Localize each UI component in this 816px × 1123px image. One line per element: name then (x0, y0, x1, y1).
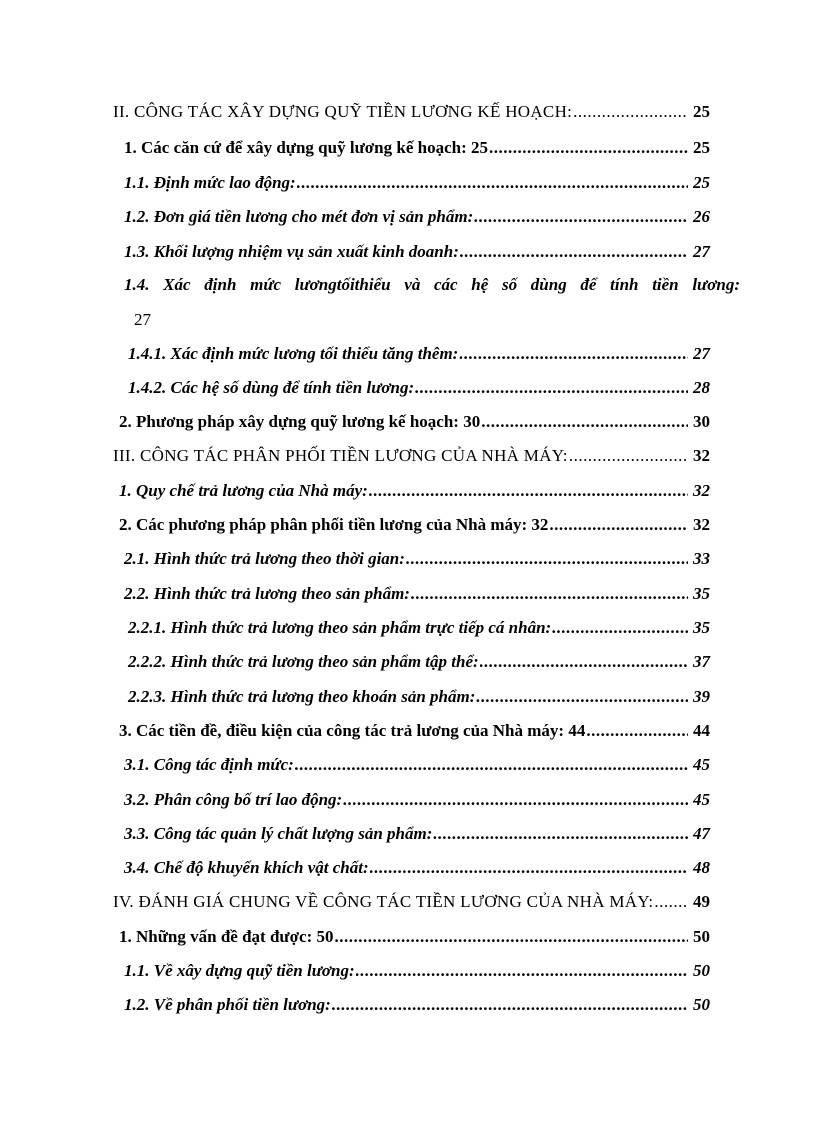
toc-word: và (404, 275, 421, 294)
toc-entry-page: 37 (693, 652, 710, 671)
toc-entry[interactable] (119, 410, 710, 434)
toc-entry-title: 3.2. Phân công bố trí lao động: (124, 790, 343, 809)
toc-entry[interactable] (124, 240, 710, 264)
toc-entry-page: 25 (693, 138, 710, 157)
toc-entry[interactable] (124, 822, 710, 846)
toc-entry-page: 45 (693, 790, 710, 809)
toc-dot-leader (356, 959, 688, 983)
toc-entry-page: 50 (693, 995, 710, 1014)
toc-dot-leader (586, 719, 688, 743)
toc-dot-leader (297, 171, 688, 195)
toc-dot-leader (460, 240, 688, 264)
toc-entry[interactable] (124, 171, 710, 195)
toc-dot-leader (489, 136, 688, 160)
toc-entry-page: 49 (693, 892, 710, 911)
toc-word: mức (250, 275, 282, 294)
toc-entry-title: 3.1. Công tác định mức: (124, 755, 294, 774)
toc-entry[interactable] (124, 856, 710, 880)
toc-dot-leader (370, 856, 688, 880)
toc-entry[interactable] (113, 100, 710, 124)
toc-entry-title: 1.2. Về phân phối tiền lương: (124, 995, 331, 1014)
toc-word: các (434, 275, 458, 294)
toc-dot-leader (295, 753, 688, 777)
toc-word: dùng (530, 275, 567, 294)
toc-word: định (204, 275, 237, 294)
toc-entry-title: II. CÔNG TÁC XÂY DỰNG QUỸ TIỀN LƯƠNG KẾ HOẠCH: (113, 102, 573, 121)
toc-entry[interactable] (124, 753, 710, 777)
toc-entry-page: 27 (134, 310, 151, 329)
toc-word: lươngtốithiểu (294, 275, 391, 294)
toc-entry-title: 1. Quy chế trả lương của Nhà máy: (119, 481, 368, 500)
toc-entry-page: 32 (693, 481, 710, 500)
toc-entry-page: 50 (693, 927, 710, 946)
toc-word: Xác (163, 275, 191, 294)
toc-dot-leader (476, 685, 688, 709)
toc-entry-title: 3.3. Công tác quản lý chất lượng sản phẩm: (124, 824, 433, 843)
toc-entry-page: 25 (693, 102, 710, 121)
toc-entry-page: 48 (693, 858, 710, 877)
toc-entry-title: 2. Phương pháp xây dựng quỹ lương kế hoạch: 30 (119, 412, 481, 431)
toc-entry-title: 2.2.1. Hình thức trả lương theo sản phẩm trực tiếp cá nhân: (128, 618, 552, 637)
toc-word: hệ (471, 275, 489, 294)
toc-dot-leader (480, 650, 688, 674)
toc-dot-leader (481, 410, 688, 434)
toc-entry-page: 35 (693, 584, 710, 603)
toc-entry[interactable] (124, 136, 710, 160)
toc-entry-page: 44 (693, 721, 710, 740)
toc-entry-page: 27 (693, 242, 710, 261)
toc-entry-page: 28 (693, 378, 710, 397)
toc-dot-leader (369, 479, 688, 503)
toc-entry-page: 32 (693, 515, 710, 534)
toc-entry[interactable] (124, 547, 710, 571)
toc-dot-leader (411, 582, 688, 606)
toc-entry-title: 1. Những vấn đề đạt được: 50 (119, 927, 334, 946)
toc-entry-title: 3.4. Chế độ khuyến khích vật chất: (124, 858, 369, 877)
toc-entry[interactable] (128, 342, 710, 366)
toc-dot-leader (459, 342, 688, 366)
toc-entry-title: IV. ĐÁNH GIÁ CHUNG VỀ CÔNG TÁC TIỀN LƯƠNG CỦA NHÀ MÁY: (113, 892, 654, 911)
toc-entry[interactable] (119, 479, 710, 503)
toc-entry-wrapped[interactable] (124, 273, 740, 297)
toc-entry[interactable] (124, 788, 710, 812)
toc-entry[interactable] (119, 513, 710, 537)
toc-entry[interactable] (128, 376, 710, 400)
toc-dot-leader (334, 925, 688, 949)
toc-entry[interactable] (128, 650, 710, 674)
toc-word: tiền (652, 275, 679, 294)
toc-entry-title: III. CÔNG TÁC PHÂN PHỐI TIỀN LƯƠNG CỦA NHÀ MÁY: (113, 446, 568, 465)
toc-entry-title: 2.2. Hình thức trả lương theo sản phẩm: (124, 584, 410, 603)
toc-entry-title: 1. Các căn cứ để xây dựng quỹ lương kế hoạch: 25 (124, 138, 488, 157)
toc-entry-title: 2.2.3. Hình thức trả lương theo khoán sản phẩm: (128, 687, 476, 706)
toc-entry-page: 50 (693, 961, 710, 980)
toc-dot-leader (552, 616, 688, 640)
toc-word: 1.4. (124, 275, 150, 294)
toc-entry-title: 1.2. Đơn giá tiền lương cho mét đơn vị sản phẩm: (124, 207, 474, 226)
toc-entry-title: 1.4.1. Xác định mức lương tối thiểu tăng thêm: (128, 344, 459, 363)
toc-entry[interactable] (124, 205, 710, 229)
toc-entry[interactable] (119, 719, 710, 743)
toc-dot-leader (654, 890, 688, 914)
toc-entry[interactable] (128, 685, 710, 709)
toc-entry[interactable] (113, 890, 710, 914)
toc-entry[interactable] (119, 925, 710, 949)
toc-entry-title: 2. Các phương pháp phân phối tiền lương của Nhà máy: 32 (119, 515, 549, 534)
toc-entry-page: 32 (693, 446, 710, 465)
toc-entry-page: 30 (693, 412, 710, 431)
toc-entry-title: 1.3. Khối lượng nhiệm vụ sản xuất kinh doanh: (124, 242, 459, 261)
toc-entry-page: 39 (693, 687, 710, 706)
toc-entry[interactable] (124, 959, 710, 983)
toc-entry[interactable] (113, 444, 710, 468)
toc-entry-title: 1.1. Định mức lao động: (124, 173, 296, 192)
toc-dot-leader (433, 822, 688, 846)
toc-word: để (580, 275, 597, 294)
toc-dot-leader (549, 513, 688, 537)
toc-word: lương: (692, 275, 740, 294)
toc-entry-title: 3. Các tiền đề, điều kiện của công tác trả lương của Nhà máy: 44 (119, 721, 586, 740)
toc-entry-page: 33 (693, 549, 710, 568)
toc-word: tính (610, 275, 639, 294)
toc-entry-title: 2.2.2. Hình thức trả lương theo sản phẩm tập thể: (128, 652, 479, 671)
toc-dot-leader (573, 100, 688, 124)
toc-entry-page: 26 (693, 207, 710, 226)
toc-entry-page: 27 (693, 344, 710, 363)
toc-entry-title: 1.1. Về xây dựng quỹ tiền lương: (124, 961, 355, 980)
toc-entry-page: 45 (693, 755, 710, 774)
toc-entry-page: 25 (693, 173, 710, 192)
toc-dot-leader (415, 376, 688, 400)
toc-entry-title: 2.1. Hình thức trả lương theo thời gian: (124, 549, 405, 568)
toc-entry-page: 47 (693, 824, 710, 843)
toc-entry[interactable] (124, 993, 710, 1017)
toc-entry-title: 1.4.2. Các hệ số dùng để tính tiền lương: (128, 378, 415, 397)
toc-word: số (501, 275, 518, 294)
toc-entry[interactable] (128, 616, 710, 640)
toc-dot-leader (474, 205, 688, 229)
toc-dot-leader (343, 788, 688, 812)
toc-dot-leader (569, 444, 688, 468)
toc-dot-leader (332, 993, 688, 1017)
toc-dot-leader (406, 547, 688, 571)
toc-entry-page: 35 (693, 618, 710, 637)
toc-entry[interactable] (124, 582, 710, 606)
